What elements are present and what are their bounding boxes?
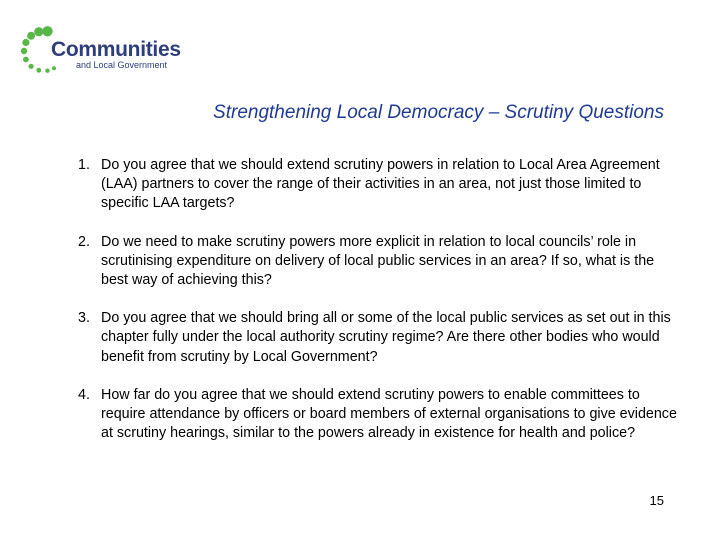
question-number: 4. bbox=[78, 386, 90, 403]
communities-logo bbox=[20, 18, 190, 82]
question-number: 3. bbox=[78, 310, 90, 327]
question-text: Do we need to make scrutiny powers more explicit in relation to local councils’ role in scrutinising expenditure on delivery of local public services in an area? If so, what is the best way of achieving this? bbox=[101, 233, 655, 289]
logo-subtitle: and Local Government bbox=[76, 60, 168, 70]
question-text: Do you agree that we should bring all or some of the local public services as set out in this chapter fully under the local authority scrutiny regime? Are there other bodies who would benefit from scrutiny by Local Government? bbox=[101, 310, 671, 365]
logo-dot bbox=[36, 68, 41, 73]
logo-dot bbox=[22, 39, 29, 46]
logo-dot bbox=[52, 66, 56, 70]
logo-dot bbox=[34, 27, 43, 36]
question-item bbox=[78, 309, 678, 367]
logo-dot bbox=[23, 57, 29, 63]
logo-dot bbox=[27, 32, 35, 40]
question-item bbox=[78, 386, 678, 444]
logo-dot bbox=[29, 64, 34, 69]
logo-dot bbox=[42, 26, 52, 36]
question-number: 1. bbox=[78, 157, 90, 173]
logo-dot bbox=[21, 48, 27, 54]
logo-dot bbox=[45, 69, 49, 73]
question-number: 2. bbox=[78, 233, 90, 250]
page-number: 15 bbox=[649, 493, 664, 508]
slide-title: Strengthening Local Democracy – Scrutiny Questions bbox=[213, 102, 664, 123]
question-text: Do you agree that we should extend scrutiny powers in relation to Local Area Agreement (LAA) partners to cover the range of their activities in an area, not just those limited to specific LAA targets? bbox=[101, 157, 660, 212]
question-list bbox=[78, 156, 678, 462]
question-item bbox=[78, 156, 678, 214]
question-item bbox=[78, 233, 678, 291]
logo-wordmark: Communities bbox=[51, 38, 181, 61]
question-text: How far do you agree that we should extend scrutiny powers to enable committees to require attendance by officers or board members of external organisations to give evidence at scrutiny hearings, similar to the powers already in existence for health and police? bbox=[101, 386, 677, 442]
